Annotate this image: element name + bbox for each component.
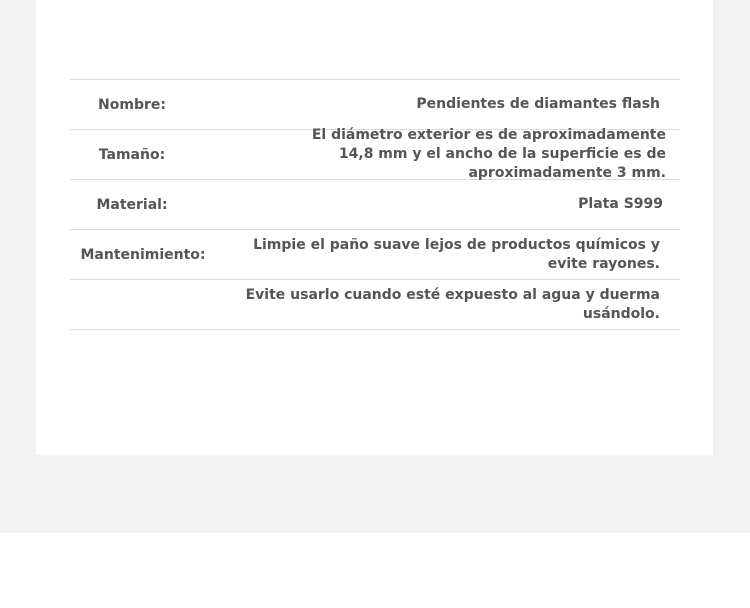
spec-row-material: [70, 180, 680, 230]
spec-row-maintenance: [70, 230, 680, 280]
spec-row-name: [70, 80, 680, 130]
spec-label-note: [70, 280, 194, 329]
spec-value-maintenance: Limpie el paño suave lejos de productos químicos y evite rayones.: [253, 236, 660, 272]
spec-table: [70, 79, 680, 330]
bottom-strip: [0, 533, 750, 608]
spec-value-size: El diámetro exterior es de aproximadamente 14,8 mm y el ancho de la superficie es de aproximadamente 3 mm.: [311, 127, 666, 181]
spec-label-material: Material:: [96, 196, 168, 213]
spec-label-name: Nombre:: [98, 96, 166, 113]
spec-value-material: Plata S999: [578, 196, 663, 212]
spec-label-size: Tamaño:: [98, 146, 166, 163]
spec-value-name: Pendientes de diamantes flash: [416, 96, 660, 112]
spec-row-note: [70, 280, 680, 330]
spec-label-maintenance: Mantenimiento:: [80, 246, 206, 263]
spec-value-note: Evite usarlo cuando esté expuesto al agua y duerma usándolo.: [245, 286, 660, 322]
spec-row-size: [70, 127, 680, 181]
